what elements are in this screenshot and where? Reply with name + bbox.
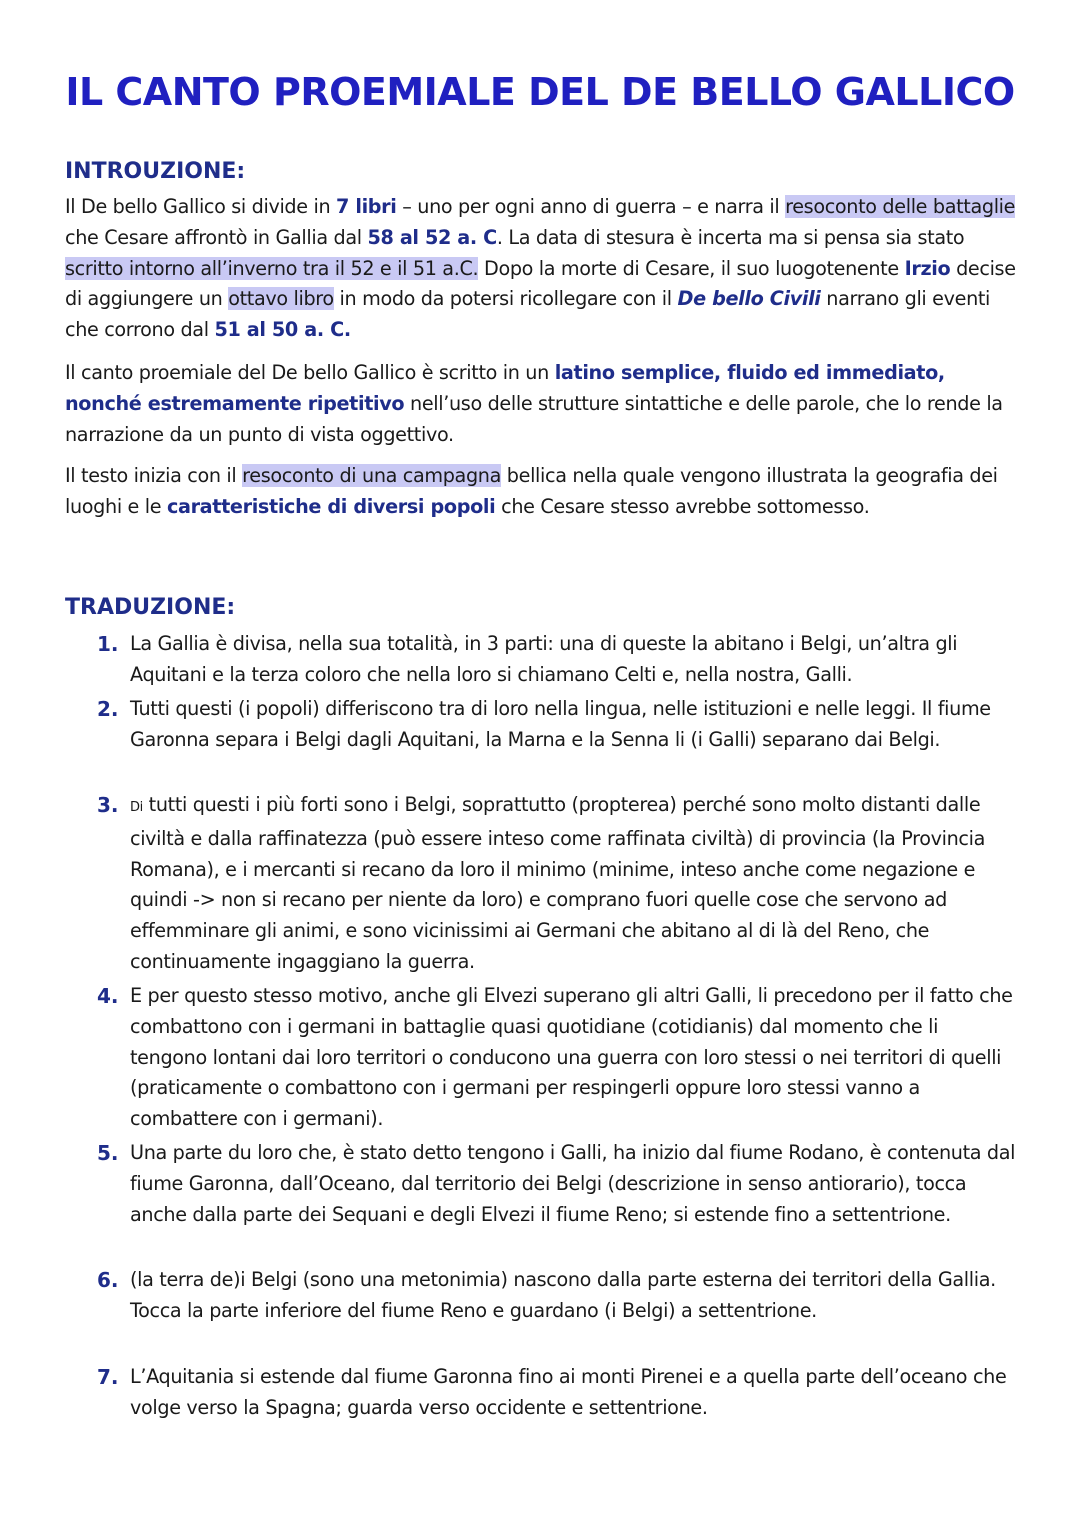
page-title: IL CANTO PROEMIALE DEL DE BELLO GALLICO [65,70,1015,114]
intro-paragraph-1: Il De bello Gallico si divide in 7 libri – uno per ogni anno di guerra – e narra il resoconto delle battaglie che Cesare affrontò in Gallia dal 58 al 52 a. C. La data di stesura è incerta ma si pensa sia stato scritto intorno all’inverno tra il 52 e il 51 a.C. Dopo la morte di Cesare, il suo luogotenente Irzio decise di aggiungere un ottavo libro in modo da potersi ricollegare con il De bello Civili narrano gli eventi che corrono dal 51 al 50 a. C. [65,195,1016,342]
intro-heading: INTROUZIONE: [65,159,246,184]
translation-heading: TRADUZIONE: [65,595,236,620]
highlight: scritto intorno all’inverno tra il 52 e il 51 a.C. [65,256,479,280]
highlight: resoconto di una campagna [242,464,502,487]
intro-paragraph-3: Il testo inizia con il resoconto di una campagna bellica nella quale vengono illustrata la geografia dei luoghi e le caratteristiche di diversi popoli che Cesare stesso avrebbe sottomesso. [65,464,998,518]
highlight: resoconto delle battaglie [785,195,1016,218]
intro-paragraph-2: Il canto proemiale del De bello Gallico è scritto in un latino semplice, fluido ed immediato, nonché estremamente ripetitivo nell’uso delle strutture sintattiche e delle parole, che lo rende la narrazione da un punto di vista oggettivo. [65,361,1003,446]
document-page: IL CANTO PROEMIALE DEL DE BELLO GALLICO INTROUZIONE: Il De bello Gallico si divide in 7 libri – uno per ogni anno di guerra – e narra il resoconto delle battaglie che Cesare affrontò in Gallia dal 58 al 52 a. C. La data di stesura è incerta ma si pensa sia stato scritto intorno all’inverno tra il 52 e il 51 a.C. Dopo la morte di Cesare, il suo luogotenente Irzio decise di aggiungere un ottavo libro in modo da potersi ricollegare con il De bello Civili narrano gli eventi che corrono dal 51 al 50 a. C. Il canto proemiale del De bello Gallico è scritto in un latino semplice, fluido ed immediato, nonché estremamente ripetitivo nell’uso delle strutture sintattiche e delle parole, che lo rende la narrazione da un punto di vista oggettivo. Il testo inizia con il resoconto di una campagna bellica nella quale vengono illustrata la geografia dei luoghi e le caratteristiche di diversi popoli che Cesare stesso avrebbe sottomesso. TRADUZIONE: 1. La Gallia è divisa, nella sua totalità, in 3 parti: una di queste la abitano i Belgi, un’altra gli Aquitani e la terza coloro che nella loro si chiamano Celti e, nella nostra, Galli. 2. Tutti questi (i popoli) differiscono tra di loro nella lingua, nelle istituzioni e nelle leggi. Il fiume Garonna separa i Belgi dagli Aquitani, la Marna e la Senna li (i Galli) separano dai Belgi. 3. Di tutti questi i più forti sono i Belgi, soprattutto (propterea) perché sono molto distanti dalle civiltà e dalla raffinatezza (può essere inteso come raffinata civiltà) di provincia (la Provincia Romana), e i mercanti si recano da loro il minimo (minime, inteso anche come negazione e quindi -> non si recano per niente da loro) e comprano fuori quelle cose che servono ad effemminare gli animi, e sono vicinissimi ai Germani che abitano al di là del Reno, che continuamente ingaggiano la guerra. 4. E per questo stesso motivo, anche gli Elvezi superano gli altri Galli, li precedono per il fatto che combattono con i germani in battaglie quasi quotidiane (cotidianis) dal momento che li tengono lontani dai loro territori o conducono una guerra con loro stessi o nei territori di quelli (praticamente o combattono con i germani per respingerli oppure loro stessi vanno a combattere con i germani). 5. Una parte du loro che, è stato detto tengono i Galli, ha inizio dal fiume Rodano, è contenuta dal fiume Garonna, dall’Oceano, dal territorio dei Belgi (descrizione in senso antiorario), tocca anche dalla parte dei Sequani e degli Elvezi il fiume Reno; si estende fino a settentrione. 6. (la terra de)i Belgi (sono una metonimia) nascono dalla parte esterna dei territori della Gallia. Tocca la parte inferiore del fiume Reno e guardano (i Belgi) a settentrione. 7. L’Aquitania si estende dal fiume Garonna fino ai monti Pirenei e a quella parte dell’oceano che volge verso la Spagna; guarda verso occidente e settentrione. [0,0,1080,1527]
highlight: ottavo libro [228,287,334,311]
